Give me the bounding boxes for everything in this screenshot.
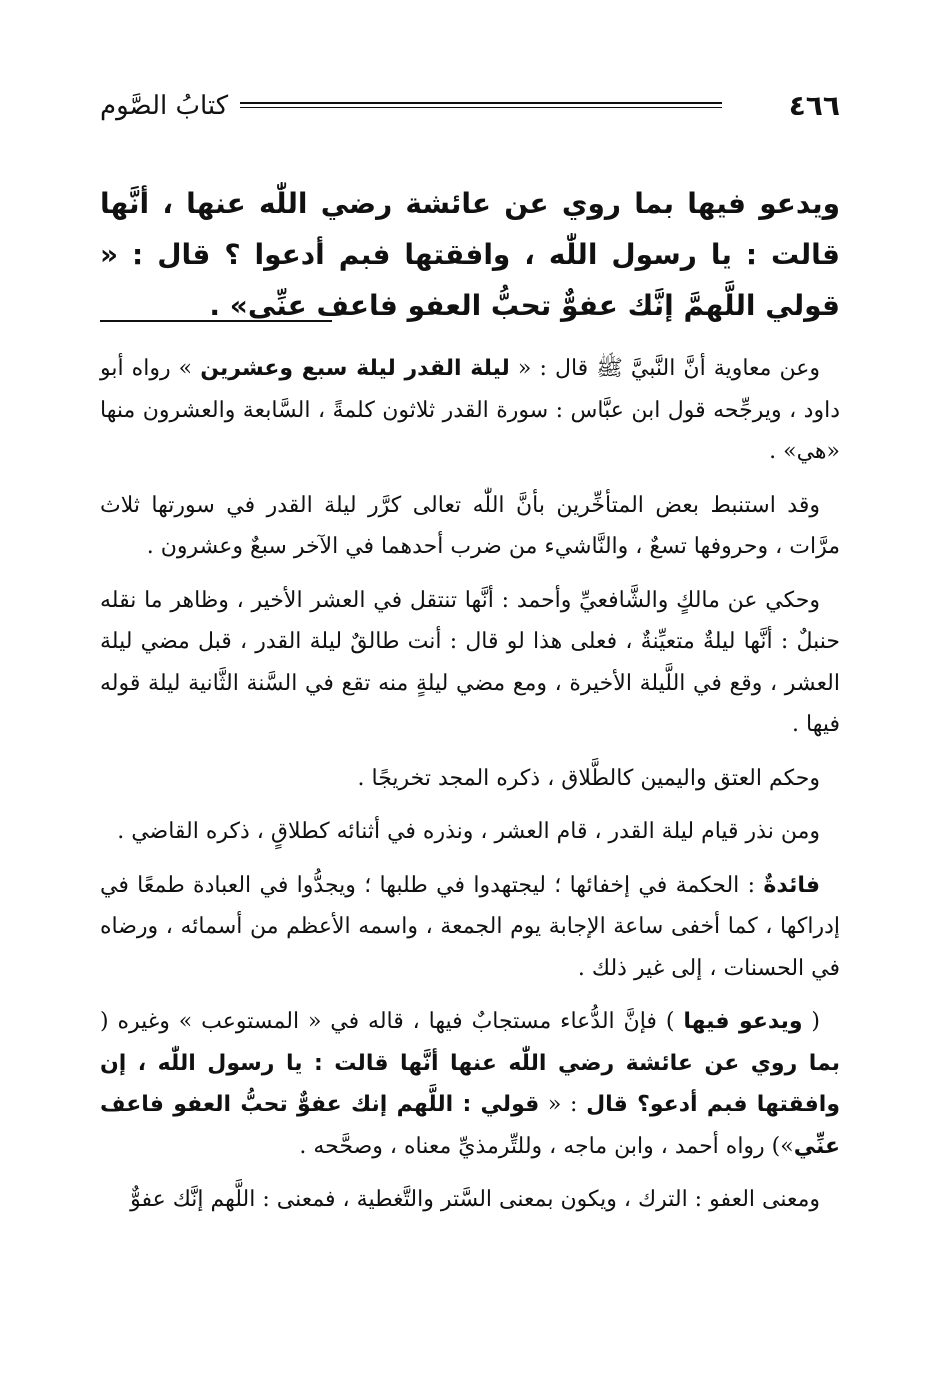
commentary-paragraph-1 [100, 348, 840, 473]
text-separator [100, 320, 332, 322]
commentary-paragraph-7 [100, 1001, 840, 1167]
commentary-paragraph-6 [100, 865, 840, 990]
book-page [100, 0, 840, 1379]
text-span: ( [802, 1009, 821, 1034]
text-span: : « [539, 1092, 587, 1117]
commentary-paragraph-5: ومن نذر قيام ليلة القدر ، قام العشر ، ونذره في أثنائه كطلاقٍ ، ذكره القاضي . [117, 819, 820, 844]
quoted-matn: ويدعو فيها [683, 1009, 803, 1034]
note-label: فائدةٌ [763, 872, 820, 898]
commentary-paragraph-8: ومعنى العفو : الترك ، ويكون بمعنى السَّتر والتَّغطية ، فمعنى : اللَّهم إنَّك عفوٌّ [130, 1187, 820, 1212]
quoted-matn: قولي : اللَّهم إنك عفوٌّ تحبُّ العفو فاعف عنِّي [100, 1092, 840, 1159]
header-rule [240, 102, 722, 104]
text-span: ») رواه أحمد ، وابن ماجه ، وللتِّرمذيِّ معناه ، وصحَّحه . [299, 1133, 794, 1159]
commentary-paragraph-4: وحكم العتق واليمين كالطَّلاق ، ذكره المجد تخريجًا . [357, 765, 820, 791]
commentary-paragraph-3: وحكي عن مالكٍ والشَّافعيِّ وأحمد : أنَّها تنتقل في العشر الأخير ، وظاهر ما نقله حنبلٌ : أنَّها ليلةٌ متعيِّنةٌ ، فعلى هذا لو قال : أنت طالقٌ ليلة القدر ، قبل مضي ليلة العشر ، وقع في اللَّيلة الأخيرة ، ومع مضي ليلةٍ منه تقع في السَّنة الثَّانية ليلة قوله فيها . [100, 587, 840, 737]
hadith-text: ليلة القدر ليلة سبع وعشرين [200, 356, 510, 381]
running-title: كتابُ الصَّوم [100, 91, 229, 121]
page-header [100, 88, 840, 128]
text-span: » رواه أبو داود ، ويرجِّحه قول ابن عبَّاس : سورة القدر ثلاثون كلمةً ، السَّابعة والعشرون منها «هي» . [100, 356, 840, 464]
quoted-matn: بما روي عن عائشة رضي اللّٰه عنها أنَّها قالت : يا رسول اللّٰه ، إن وافقتها فبم أدعو؟ قال [100, 1050, 840, 1117]
text-span: ) فإنَّ الدُّعاء مستجابٌ فيها ، قاله في « المستوعب » وغيره ( [100, 1009, 684, 1034]
main-text-paragraph: ويدعو فيها بما روي عن عائشة رضي اللّٰه عنها ، أنَّها قالت : يا رسول اللّٰه ، وافقتها فبم أدعوا ؟ قال : « قولي اللَّهمَّ إنَّك عفوٌّ تحبُّ العفو فاعف عنِّي» . [100, 187, 840, 322]
commentary [100, 348, 840, 1233]
text-span: : الحكمة في إخفائها ؛ ليجتهدوا في طلبها ؛ ويجدُّوا في العبادة طمعًا في إدراكها ، كما أخفى ساعة الإجابة يوم الجمعة ، واسمه الأعظم من أسمائه ، ورضاه في الحسنات ، إلى غير ذلك . [100, 872, 840, 981]
page-number: ٤٦٦ [788, 89, 840, 122]
main-text [100, 178, 840, 331]
text-span: وعن معاوية أنَّ النَّبيَّ ﷺ قال : « [509, 356, 820, 381]
commentary-paragraph-2: وقد استنبط بعض المتأخِّرين بأنَّ اللّٰه تعالى كرَّر ليلة القدر في سورتها ثلاث مرَّات ، وحروفها تسعٌ ، والنَّاشيء من ضرب أحدهما في الآخر سبعٌ وعشرون . [100, 492, 840, 559]
